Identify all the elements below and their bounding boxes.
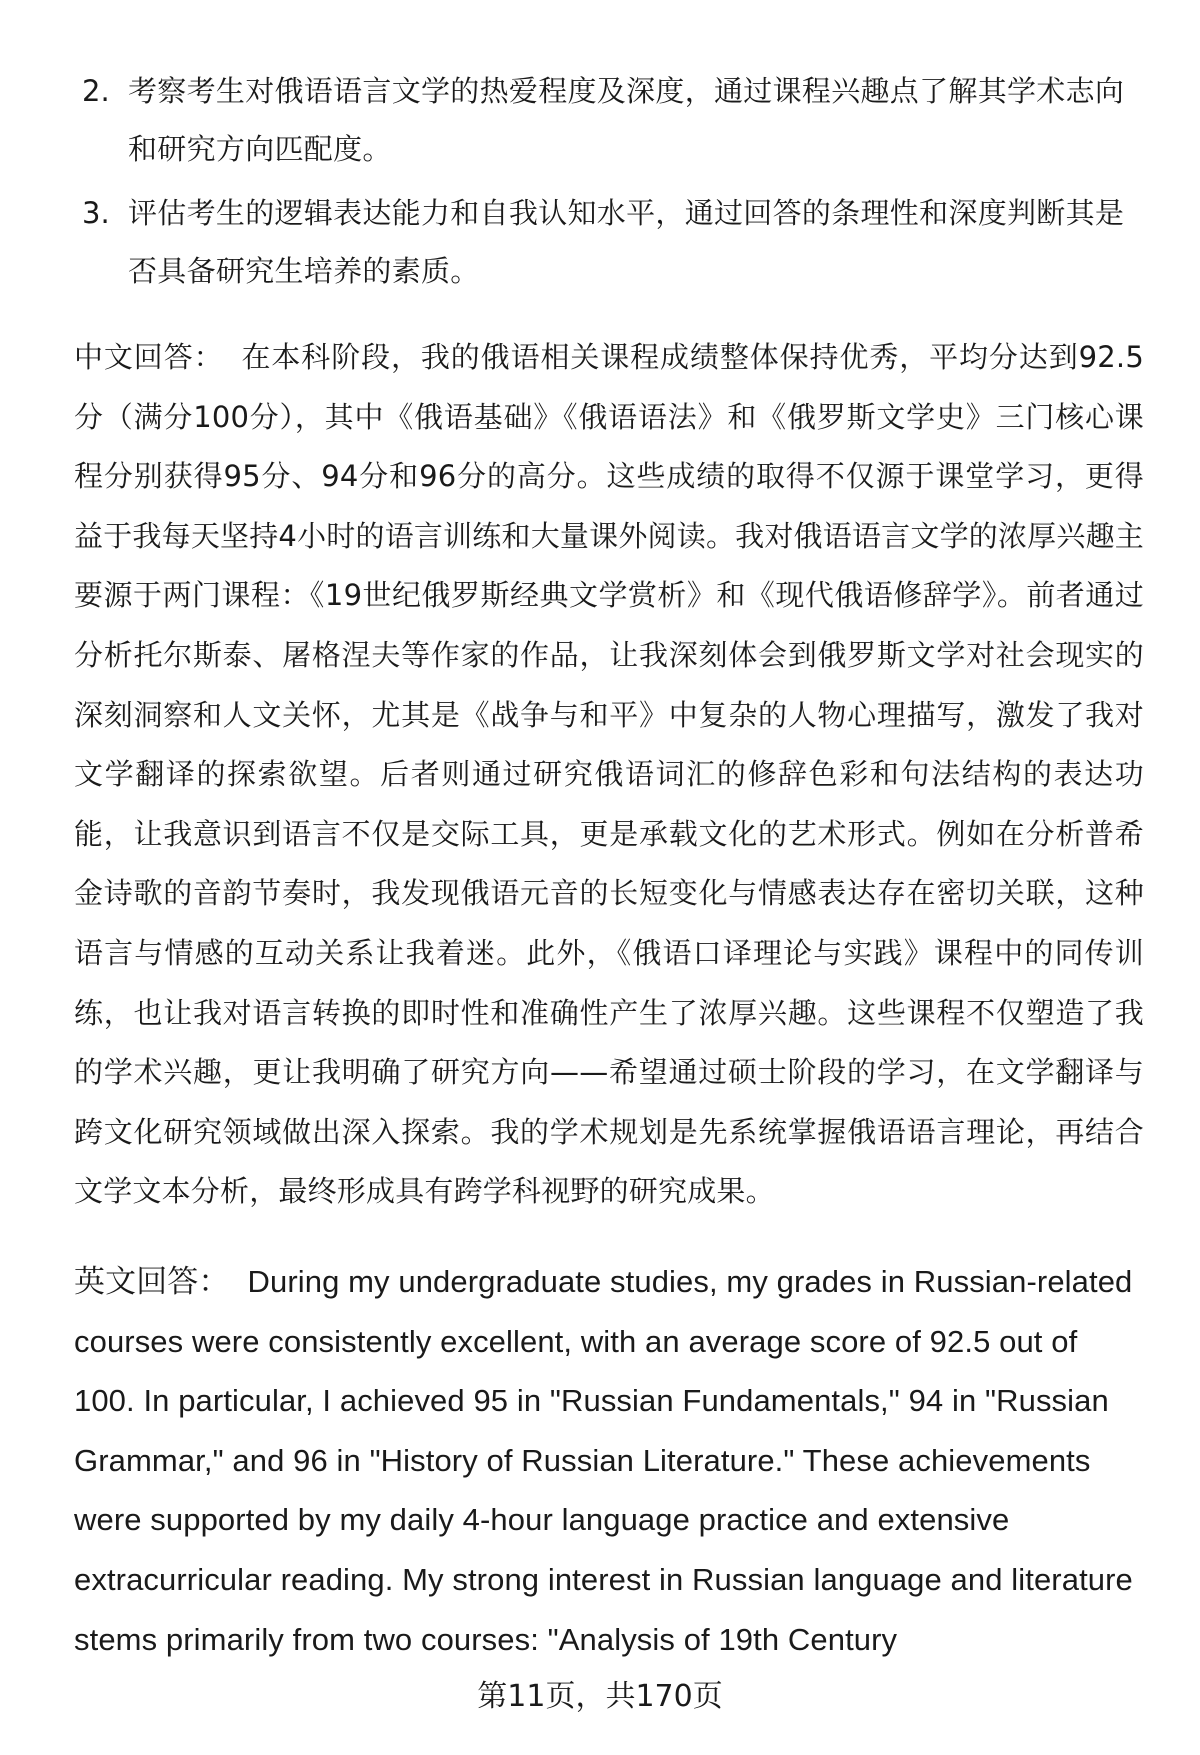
list-item-number: 3.: [82, 196, 110, 230]
list-item-text: 评估考生的逻辑表达能力和自我认知水平，通过回答的条理性和深度判断其是否具备研究生培养的素质。: [128, 196, 1125, 288]
page-footer: 第11页，共170页: [477, 1679, 723, 1714]
list-item-text: 考察考生对俄语语言文学的热爱程度及深度，通过课程兴趣点了解其学术志向和研究方向匹配度。: [128, 74, 1125, 166]
numbered-list: [0, 62, 1200, 306]
english-answer-label: 英文回答：: [74, 1264, 230, 1299]
list-item: [0, 62, 1200, 178]
english-answer-paragraph: [74, 1252, 1144, 1669]
chinese-answer-paragraph: [74, 328, 1144, 1222]
chinese-answer-label: 中文回答：: [74, 340, 224, 374]
english-answer-text: During my undergraduate studies, my grades in Russian-related courses were consistently excellent, with an average score of 92.5 out of 100. In particular, I achieved 95 in "Russian Fundamentals," 94 in "Russian Grammar," and 96 in "History of Russian Literature." These achievements were supported by my daily 4-hour language practice and extensive extracurricular reading. My strong interest in Russian language and literature stems primarily from two courses: "Analysis of 19th Century: [74, 1264, 1133, 1657]
list-item: [0, 184, 1200, 300]
list-item-number: 2.: [82, 74, 110, 108]
chinese-answer-text: 在本科阶段，我的俄语相关课程成绩整体保持优秀，平均分达到92.5分（满分100分），其中《俄语基础》《俄语语法》和《俄罗斯文学史》三门核心课程分别获得95分、94分和96分的高分。这些成绩的取得不仅源于课堂学习，更得益于我每天坚持4小时的语言训练和大量课外阅读。我对俄语语言文学的浓厚兴趣主要源于两门课程：《19世纪俄罗斯经典文学赏析》和《现代俄语修辞学》。前者通过分析托尔斯泰、屠格涅夫等作家的作品，让我深刻体会到俄罗斯文学对社会现实的深刻洞察和人文关怀，尤其是《战争与和平》中复杂的人物心理描写，激发了我对文学翻译的探索欲望。后者则通过研究俄语词汇的修辞色彩和句法结构的表达功能，让我意识到语言不仅是交际工具，更是承载文化的艺术形式。例如在分析普希金诗歌的音韵节奏时，我发现俄语元音的长短变化与情感表达存在密切关联，这种语言与情感的互动关系让我着迷。此外，《俄语口译理论与实践》课程中的同传训练，也让我对语言转换的即时性和准确性产生了浓厚兴趣。这些课程不仅塑造了我的学术兴趣，更让我明确了研究方向——希望通过硕士阶段的学习，在文学翻译与跨文化研究领域做出深入探索。我的学术规划是先系统掌握俄语语言理论，再结合文学文本分析，最终形成具有跨学科视野的研究成果。: [74, 340, 1144, 1209]
